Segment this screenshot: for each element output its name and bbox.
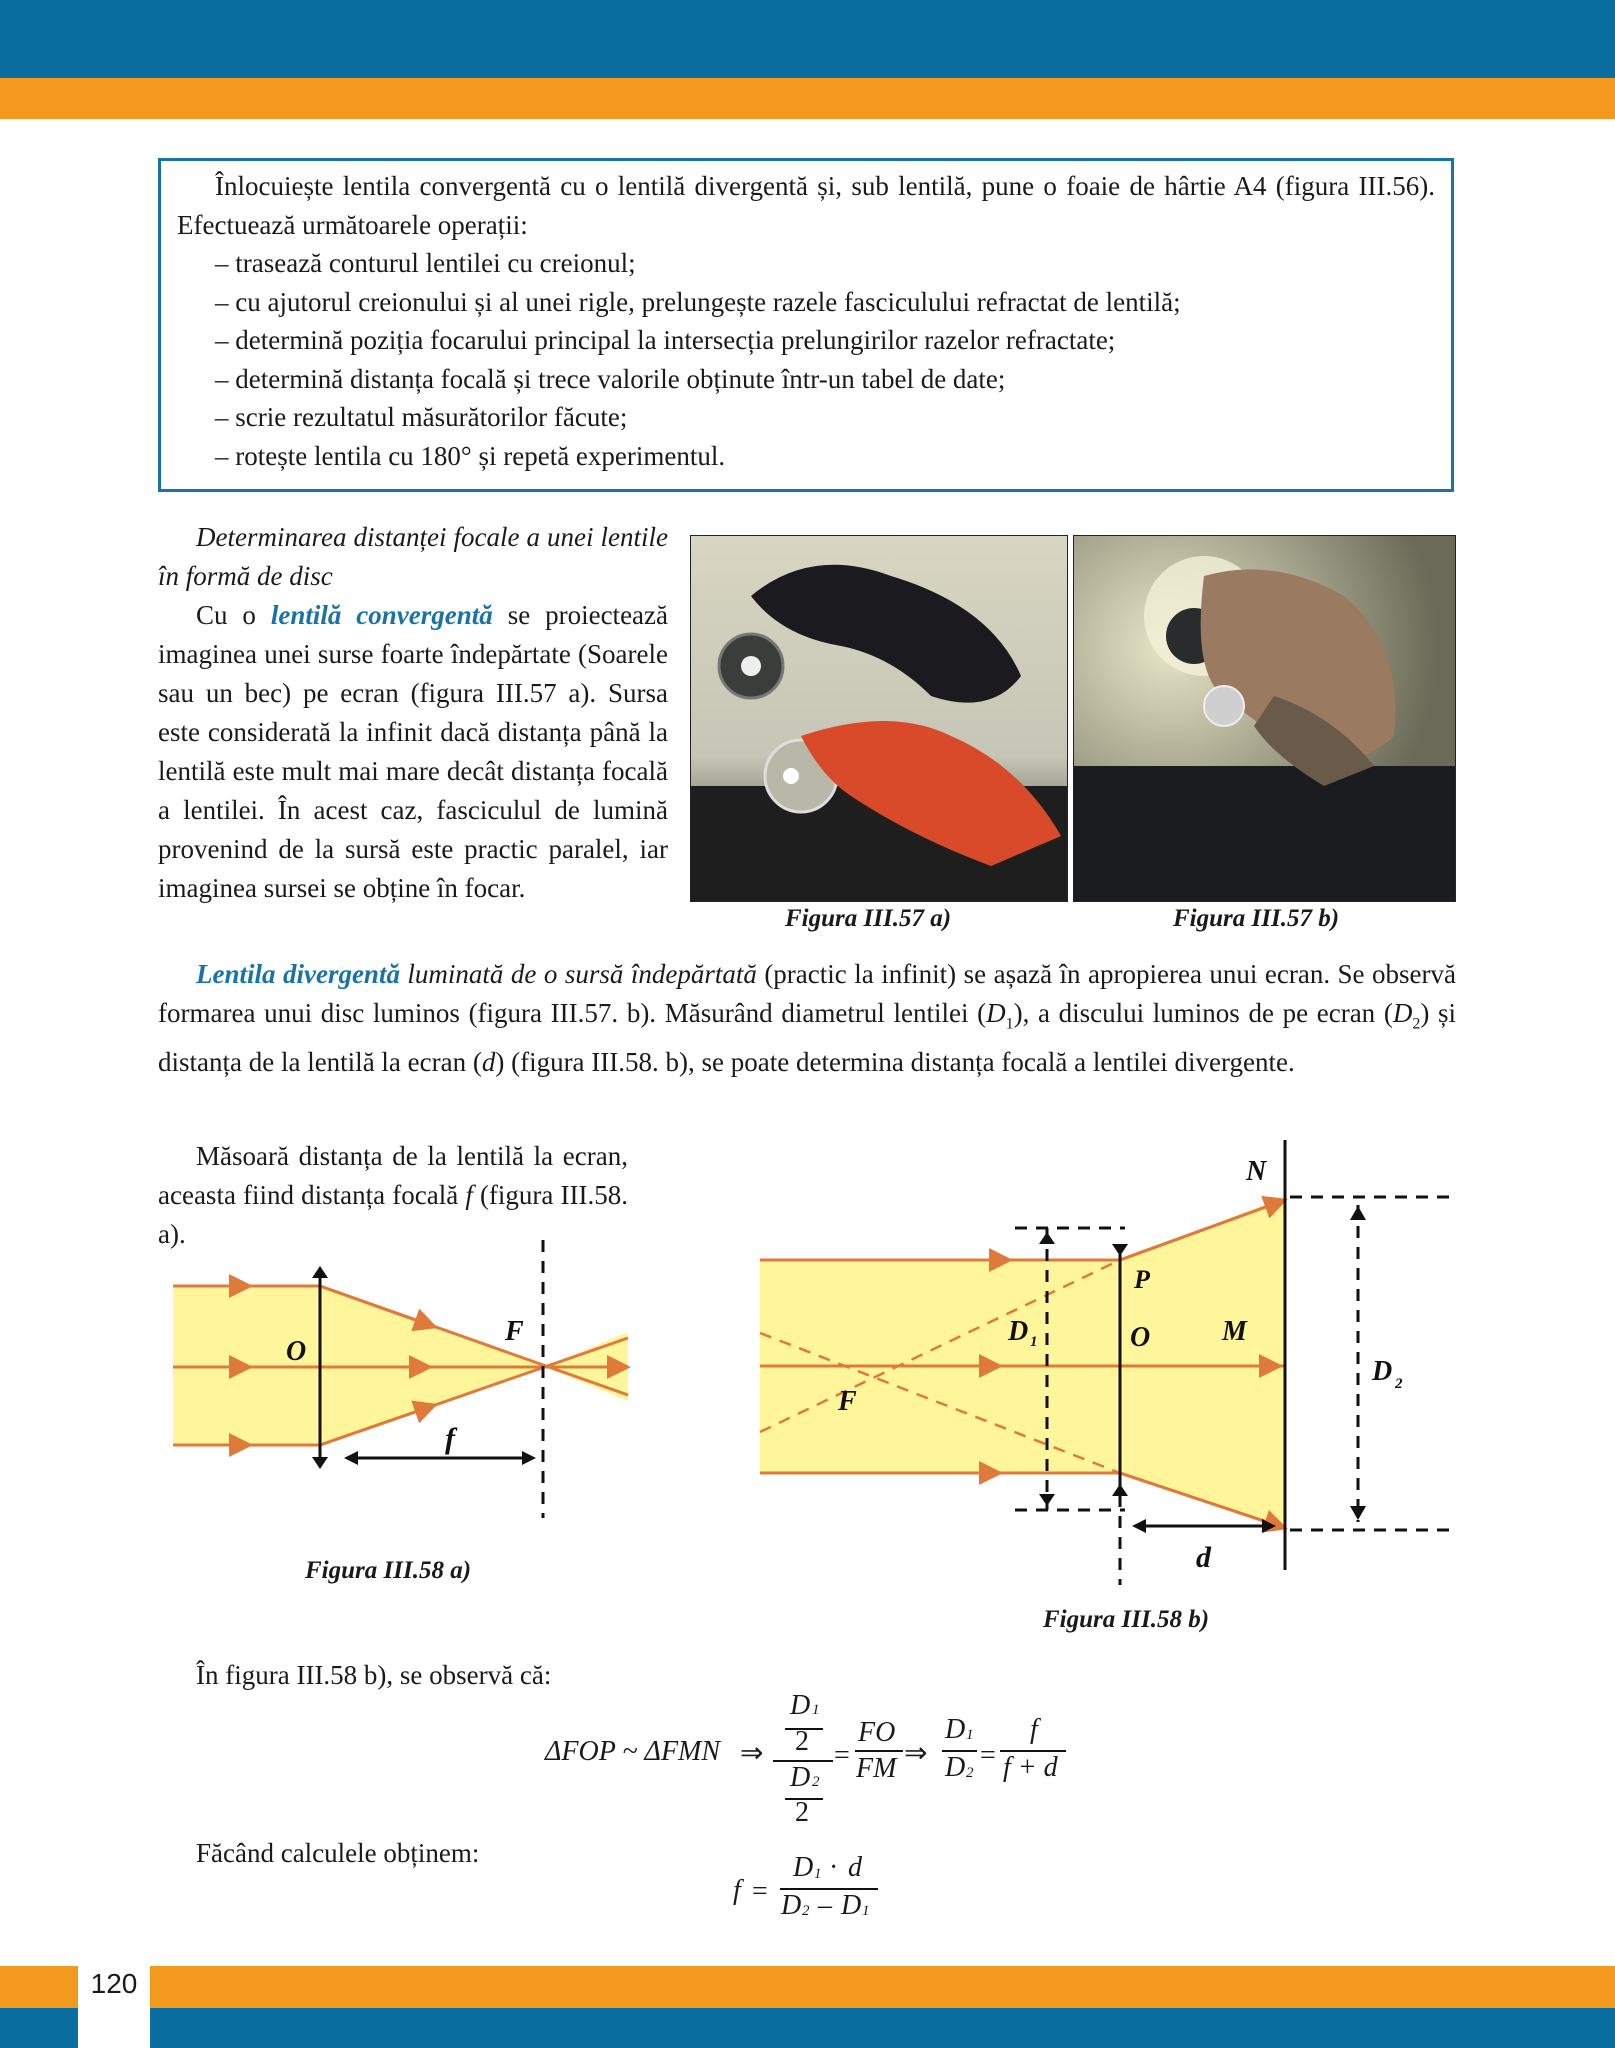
subscript: 2: [966, 1765, 974, 1781]
label-D2: D: [1372, 1356, 1393, 1387]
equals-sign: =: [834, 1740, 850, 1771]
symbol-D: D: [986, 998, 1006, 1028]
header-band-orange: [0, 78, 1615, 119]
section-left-column: [158, 518, 668, 908]
subscript: 1: [1005, 1015, 1014, 1033]
text-run: luminată de o sursă îndepărtată: [399, 959, 757, 989]
section-heading: Determinarea distanței focale a unei lentile în formă de disc: [158, 522, 668, 591]
label-O: O: [1130, 1322, 1151, 1353]
symbol-D: D: [1392, 998, 1413, 1028]
D1-denominator: D: [841, 1890, 862, 1921]
caption-figure-III-58-b: Figura III.58 b): [1043, 1606, 1210, 1633]
label-D1-subscript: 1: [1030, 1334, 1038, 1350]
d-variable: d: [848, 1852, 862, 1883]
paragraph-diverging-lens: [158, 955, 1456, 1082]
subscript: 2: [1412, 1015, 1421, 1033]
text-run: ) și distanța de la lentilă la ecran (: [158, 998, 1457, 1078]
label-P: P: [1134, 1265, 1150, 1294]
subscript: 1: [814, 1866, 822, 1882]
task-intro: Înlocuiește lentila convergentă cu o lentilă divergentă și, sub lentilă, pune o foaie de hârtie A4 (figura III.56). Efectuează următoarele operații:: [177, 171, 1435, 240]
subscript: 2: [802, 1903, 810, 1919]
equals-sign: =: [752, 1876, 768, 1907]
text-run: ) (figura III.58. b), se poate determina distanța focală a lentilei divergente.: [495, 1047, 1295, 1078]
calculation-intro-text: Făcând calculele obținem:: [196, 1838, 480, 1868]
similarity-relation: ΔFOP ~ ΔFMN: [545, 1736, 721, 1767]
caption-figure-III-57-a: Figura III.57 a): [785, 905, 952, 932]
implies-arrow: ⇒: [904, 1738, 928, 1769]
minus-sign: –: [818, 1890, 832, 1921]
subscript: 1: [812, 1702, 820, 1718]
label-D2-subscript: 2: [1395, 1376, 1403, 1392]
D2-denominator: D: [781, 1890, 802, 1921]
frac-two: 2: [795, 1797, 809, 1828]
subscript: 1: [862, 1903, 870, 1919]
f-plus-d-denominator: f + d: [1003, 1752, 1058, 1783]
task-item: – cu ajutorul creionului și al unei rigle, prelungește razele fasciculului refractat de lentilă;: [215, 286, 1181, 317]
task-item: – determină distanța focală și trece valorile obținute într-un tabel de date;: [215, 363, 1006, 394]
frac-two: 2: [795, 1726, 809, 1757]
f-variable: f: [733, 1875, 741, 1906]
text-run: Măsoară distanța de la lentilă la ecran, aceasta fiind distanța focală: [158, 1141, 628, 1210]
dot-operator: ·: [829, 1852, 839, 1883]
label-F: F: [505, 1316, 524, 1347]
equals-sign: =: [980, 1740, 996, 1771]
implies-arrow: ⇒: [740, 1738, 764, 1769]
photo-figure-III-57-b: [1073, 535, 1456, 902]
term-converging-lens: lentilă convergentă: [270, 600, 493, 630]
label-d: d: [1196, 1541, 1211, 1574]
text-run: ), a discului luminos de pe ecran (: [1013, 998, 1393, 1028]
task-item: – determină poziția focarului principal la intersecția prelungirilor razelor refractate;: [215, 325, 1116, 355]
text-run: (practic la infinit) se așază în apropierea unui ecran. Se observă formarea unui disc luminos (figura III.57. b). Măsurând diametrul lentilei (: [158, 959, 1456, 1028]
D1-numerator: D: [945, 1714, 966, 1745]
f-numerator: f: [1030, 1714, 1038, 1745]
symbol-d: d: [481, 1047, 496, 1078]
label-D1: D: [1008, 1316, 1029, 1347]
header-band-blue: [0, 0, 1615, 78]
caption-figure-III-58-a: Figura III.58 a): [305, 1557, 472, 1584]
photo-figure-III-57-a: [690, 535, 1068, 902]
experiment-task-box: [158, 158, 1454, 492]
text-run: (figura III.58. a).: [158, 1180, 628, 1249]
caption-figure-III-57-b: Figura III.57 b): [1173, 905, 1340, 932]
task-item: – trasează conturul lentilei cu creionul;: [215, 248, 636, 278]
frac-D2-numerator: D: [790, 1762, 811, 1793]
label-f: f: [445, 1422, 455, 1455]
subscript: 1: [966, 1727, 974, 1743]
D2-denominator: D: [945, 1752, 966, 1783]
FO-numerator: FO: [858, 1717, 896, 1748]
text-run: se proiectează imaginea unei surse foarte îndepărtate (Soarele sau un bec) pe ecran (figura III.57 a). Sursa este considerată la infinit dacă distanța până la lentilă este mult mai mare decât distanța focală a lentilei. În acest caz, fasciculul de lumină provenind de la sursă este practic paralel, iar imaginea sursei se obține în focar.: [158, 600, 668, 903]
D1-numerator: D: [793, 1852, 814, 1883]
label-O: O: [286, 1336, 307, 1367]
task-item: – rotește lentila cu 180° și repetă experimentul.: [215, 440, 726, 471]
FM-denominator: FM: [856, 1753, 897, 1784]
subscript: 2: [812, 1774, 820, 1790]
symbol-f: f: [465, 1180, 473, 1210]
label-F: F: [838, 1386, 857, 1417]
text-run: Cu o: [196, 600, 271, 630]
footer-band-blue: [0, 2008, 1615, 2048]
page-number: 120: [90, 1968, 138, 1999]
fraction-bar: [855, 1750, 903, 1752]
section-paragraph: [158, 596, 668, 908]
task-item: – scrie rezultatul măsurătorilor făcute;: [215, 402, 628, 432]
term-diverging-lens: Lentila divergentă: [196, 959, 400, 989]
diagram-figure-III-58-a: [160, 1240, 650, 1530]
observation-text: În figura III.58 b), se observă că:: [196, 1660, 552, 1690]
footer-band-orange: [0, 1966, 1615, 2008]
frac-D1-numerator: D: [790, 1690, 811, 1721]
diagram-figure-III-58-b: [750, 1140, 1470, 1590]
paragraph-measure-distance: [158, 1137, 628, 1254]
label-N: N: [1246, 1156, 1267, 1187]
label-M: M: [1222, 1316, 1247, 1347]
